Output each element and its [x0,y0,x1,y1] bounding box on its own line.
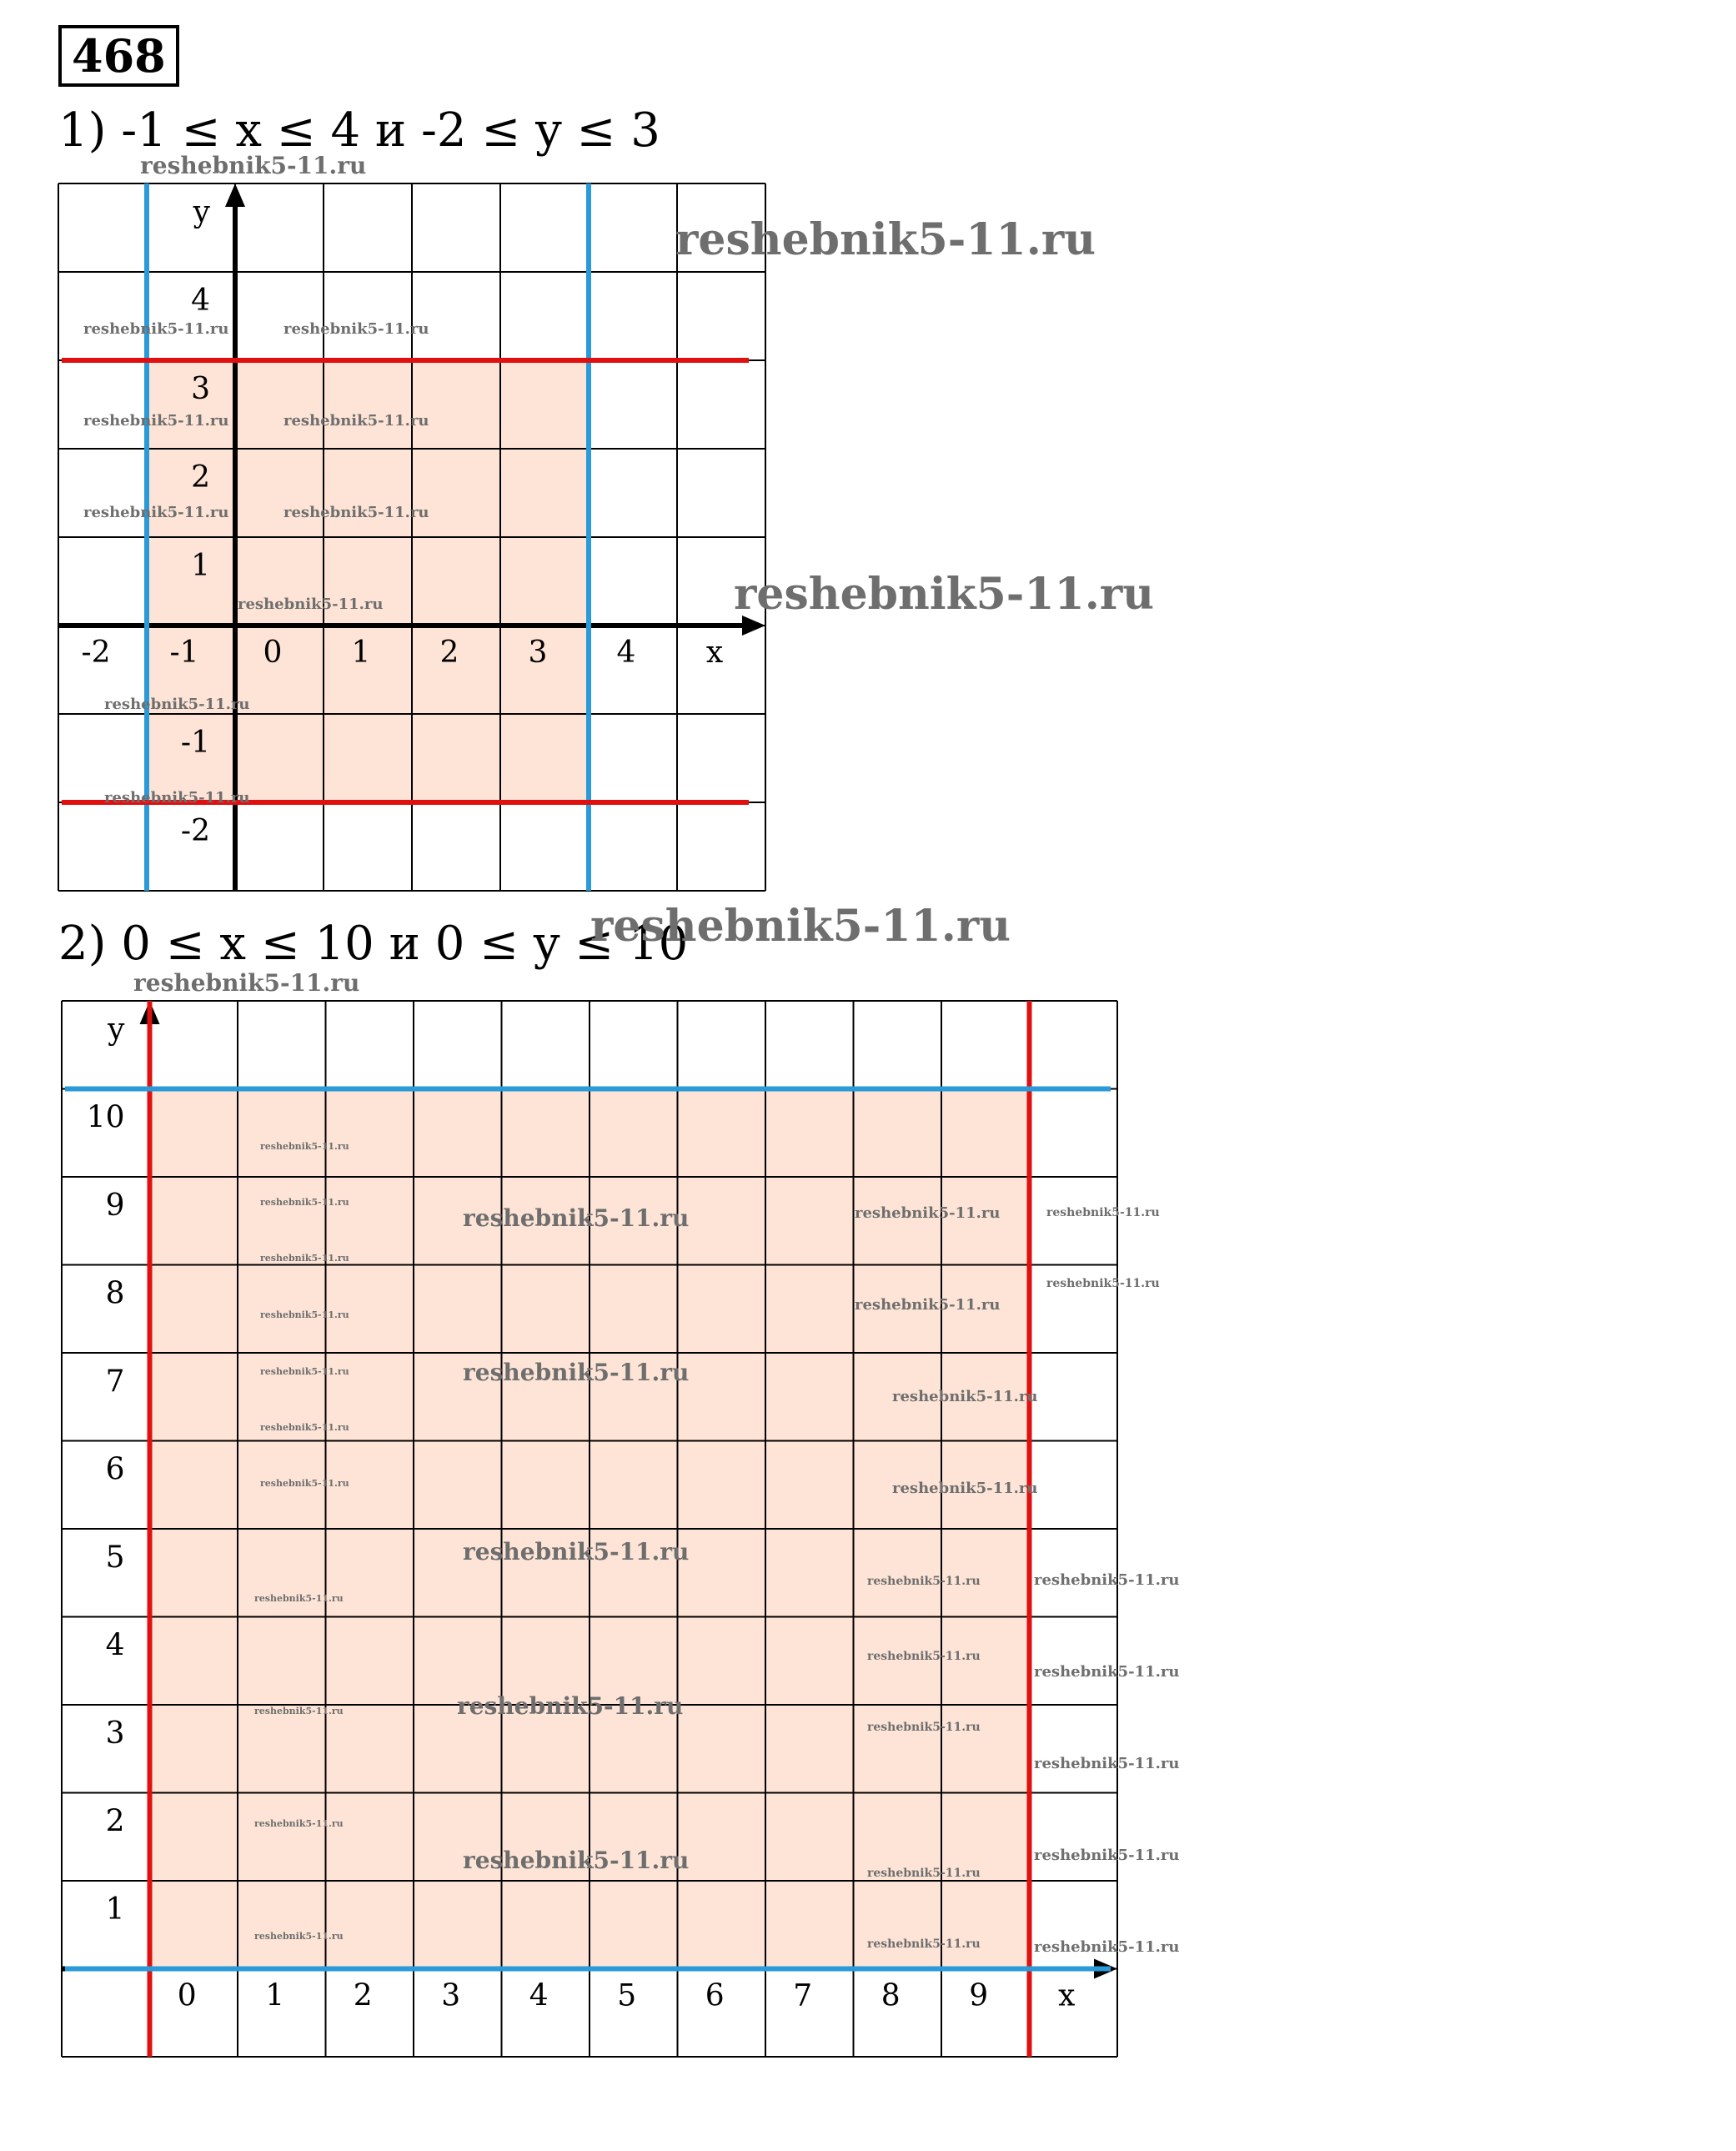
watermark-text: reshebnik5-11.ru [463,1359,690,1386]
x-tick-label: 4 [616,636,636,670]
watermark-text: reshebnik5-11.ru [463,1204,690,1232]
x-axis-label: x [705,636,724,670]
watermark-text: reshebnik5-11.ru [283,320,429,338]
watermark-text: reshebnik5-11.ru [260,1141,349,1152]
watermark-text: reshebnik5-11.ru [1046,1206,1160,1219]
x-tick-label: 6 [705,1978,725,2013]
watermark-text: reshebnik5-11.ru [675,214,1096,265]
x-tick-label: 3 [528,636,548,670]
watermark-text: reshebnik5-11.ru [867,1867,981,1880]
watermark-text: reshebnik5-11.ru [1034,1938,1180,1956]
y-tick-label: 10 [86,1100,125,1135]
problem-number: 468 [58,25,179,87]
x-tick-label: 0 [263,636,283,670]
y-tick-label: 6 [105,1452,125,1487]
watermark-text: reshebnik5-11.ru [83,320,229,338]
watermark-text: reshebnik5-11.ru [867,1575,981,1588]
watermark-text: reshebnik5-11.ru [83,504,229,521]
watermark-text: reshebnik5-11.ru [463,1847,690,1874]
watermark-text: reshebnik5-11.ru [590,901,1011,952]
watermark-text: reshebnik5-11.ru [1046,1277,1160,1290]
y-axis-label: y [108,1013,125,1047]
y-tick-label: 4 [105,1628,125,1663]
watermark-text: reshebnik5-11.ru [1034,1663,1180,1681]
y-tick-label: 8 [105,1276,125,1311]
x-tick-label: 1 [351,636,371,670]
x-tick-label: 5 [617,1978,637,2013]
watermark-text: reshebnik5-11.ru [83,412,229,430]
watermark-text: reshebnik5-11.ru [104,696,250,713]
watermark-text: reshebnik5-11.ru [260,1366,349,1377]
watermark-text: reshebnik5-11.ru [260,1478,349,1489]
x-tick-label: -1 [169,636,199,670]
y-tick-label: 9 [105,1189,125,1223]
y-tick-label: 1 [105,1892,125,1927]
watermark-text: reshebnik5-11.ru [254,1931,344,1942]
x-tick-label: 1 [265,1978,285,2013]
watermark-text: reshebnik5-11.ru [855,1296,1001,1314]
x-tick-label: 7 [793,1978,813,2013]
watermark-text: reshebnik5-11.ru [260,1197,349,1208]
watermark-text: reshebnik5-11.ru [140,152,367,179]
watermark-text: reshebnik5-11.ru [867,1721,981,1734]
y-tick-label: 4 [191,284,210,318]
y-tick-label: 1 [191,549,210,583]
x-tick-label: -2 [81,636,111,670]
watermark-text: reshebnik5-11.ru [133,969,360,997]
watermark-text: reshebnik5-11.ru [260,1422,349,1433]
y-tick-label: -1 [180,726,210,760]
x-tick-label: 4 [529,1978,549,2013]
watermark-text: reshebnik5-11.ru [260,1309,349,1320]
y-tick-label: 3 [105,1716,125,1751]
x-tick-label: 3 [441,1978,461,2013]
watermark-text: reshebnik5-11.ru [238,596,384,613]
y-tick-label: 5 [105,1540,125,1575]
x-axis-label: x [1058,1978,1076,2013]
watermark-text: reshebnik5-11.ru [104,789,250,807]
y-axis-label: y [193,195,210,229]
watermark-text: reshebnik5-11.ru [254,1706,344,1716]
y-tick-label: -2 [180,814,210,848]
watermark-text: reshebnik5-11.ru [734,569,1155,620]
y-tick-label: 7 [105,1364,125,1399]
condition-part-2: 2) 0 ≤ x ≤ 10 и 0 ≤ y ≤ 10 [58,917,689,971]
watermark-text: reshebnik5-11.ru [457,1692,684,1720]
watermark-text: reshebnik5-11.ru [867,1937,981,1951]
watermark-text: reshebnik5-11.ru [283,504,429,521]
watermark-text: reshebnik5-11.ru [463,1538,690,1566]
watermark-text: reshebnik5-11.ru [254,1593,344,1604]
watermark-text: reshebnik5-11.ru [855,1204,1001,1222]
watermark-text: reshebnik5-11.ru [892,1388,1038,1405]
y-tick-label: 2 [105,1804,125,1839]
watermark-text: reshebnik5-11.ru [1034,1571,1180,1589]
watermark-text: reshebnik5-11.ru [283,412,429,430]
watermark-text: reshebnik5-11.ru [892,1480,1038,1497]
x-tick-label: 2 [439,636,459,670]
watermark-text: reshebnik5-11.ru [867,1650,981,1663]
x-tick-label: 0 [177,1978,197,2013]
x-tick-label: 2 [353,1978,373,2013]
condition-part-1: 1) -1 ≤ x ≤ 4 и -2 ≤ y ≤ 3 [58,103,660,158]
x-tick-label: 9 [969,1978,989,2013]
y-tick-label: 3 [191,372,210,406]
watermark-text: reshebnik5-11.ru [1034,1847,1180,1864]
y-tick-label: 2 [191,460,210,495]
watermark-text: reshebnik5-11.ru [1034,1755,1180,1772]
x-tick-label: 8 [881,1978,901,2013]
watermark-text: reshebnik5-11.ru [254,1818,344,1829]
watermark-text: reshebnik5-11.ru [260,1253,349,1264]
